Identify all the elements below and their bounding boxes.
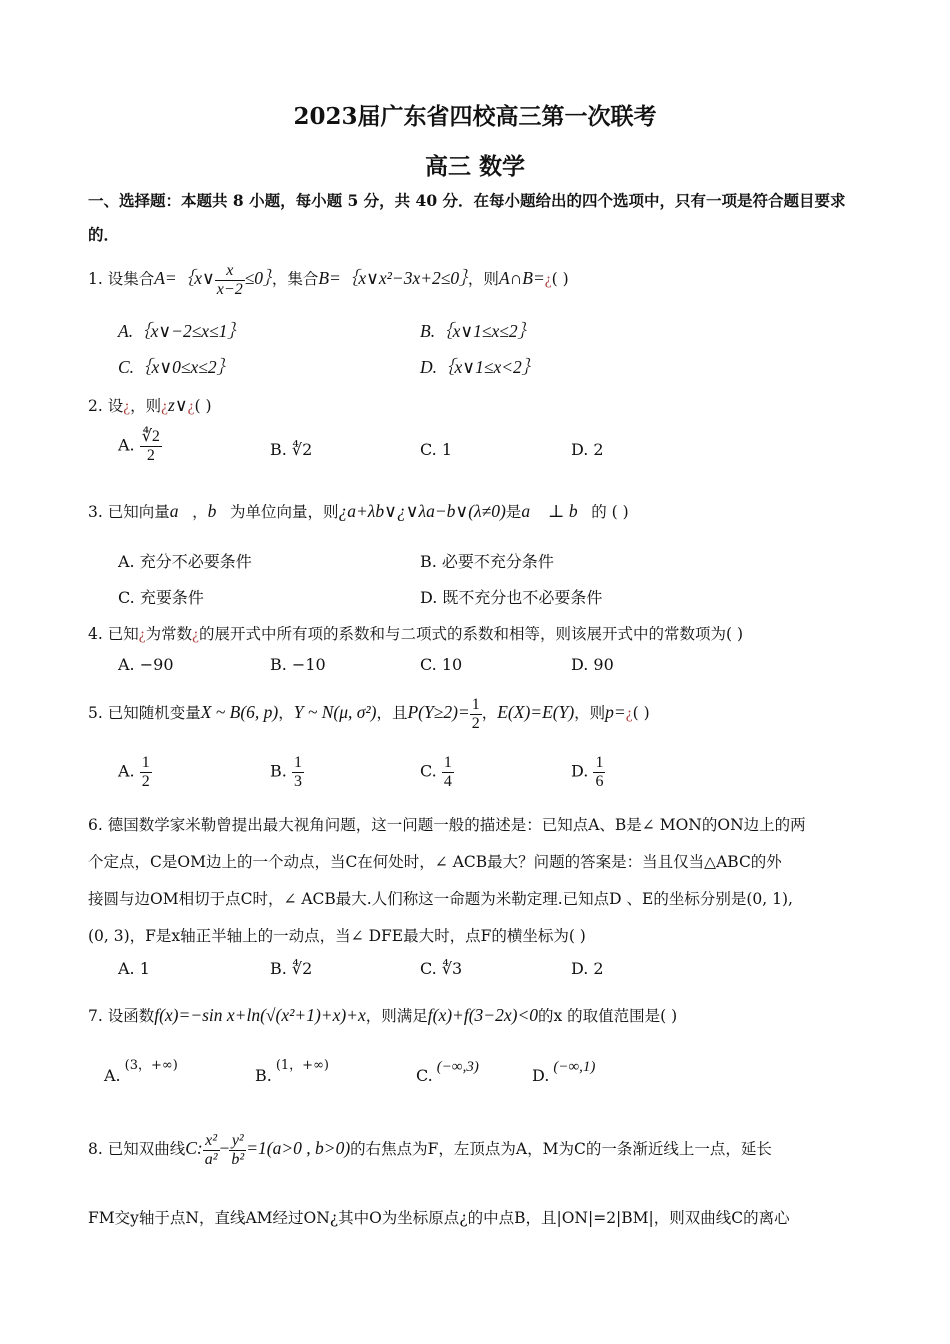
q5-then: ，则: [574, 704, 606, 723]
q3-vector-b: b⃗: [207, 501, 230, 521]
q8-frac-x-den: a²: [204, 1150, 218, 1168]
q5-option-c-fraction: [442, 754, 454, 790]
q7-condition: f(x)+f(3−2x)<0: [427, 1005, 539, 1025]
q5-probability: P(Y≥2)=: [407, 702, 470, 723]
q1-option-c: C.｛x∨0≤x≤2｝: [118, 357, 235, 377]
q5-option-d-num: 1: [595, 754, 604, 771]
question-8: [88, 1132, 772, 1168]
q7-option-d-value: (−∞,1): [553, 1059, 596, 1075]
question-7: [88, 1004, 677, 1026]
q5-option-b-den: 3: [293, 772, 302, 790]
q4-missing-glyph-1: ¿: [138, 626, 146, 643]
q2-missing-glyph-2: ¿: [161, 398, 169, 415]
q1-expr: A∩B=: [498, 268, 545, 289]
q5-ask: p=: [605, 702, 626, 723]
q1-option-d: D.｛x∨1≤x<2｝: [420, 357, 540, 377]
q8-equation: =1(a>0 , b>0): [246, 1138, 351, 1159]
exam-title: 2023届广东省四校高三第一次联考: [293, 103, 657, 130]
q1-missing-glyph: ¿: [544, 271, 552, 289]
q7-option-c-value: (−∞,3): [436, 1059, 479, 1075]
q2-missing-glyph-3: ¿: [187, 398, 195, 415]
q3-option-d: D. 既不充分也不必要条件: [420, 588, 603, 607]
q5-option-a-fraction: [140, 754, 152, 790]
q4-missing-glyph-2: ¿: [192, 626, 200, 643]
q6-line-1: 6. 德国数学家米勒曾提出最大视角问题，这一问题一般的描述是：已知点A、B是∠ MON的ON边上的两: [88, 816, 806, 834]
q3-vector-a: a⃗: [169, 501, 193, 521]
q2-option-a-den: 2: [146, 446, 155, 464]
q8-frac-y-num: y²: [229, 1132, 246, 1151]
q4-option-b: B. −10: [270, 655, 326, 674]
q1-mid: ，集合: [271, 270, 319, 289]
q6-option-d: D. 2: [571, 959, 604, 978]
q7-option-d-label: D.: [532, 1066, 550, 1085]
q6-line-3: 接圆与边OM相切于点C时，∠ ACB最大.人们称这一命题为米勒定理.已知点D 、E的坐标分别是(0, 1),: [88, 890, 793, 908]
q3-tail: 的 ( ): [591, 503, 629, 521]
q5-and: ，且: [376, 704, 408, 723]
q1-set-a-lhs: A=｛x∨: [154, 268, 215, 289]
q6-option-c: C. ∜3: [420, 959, 463, 978]
exam-subtitle: 高三 数学: [424, 153, 525, 180]
q7-option-b-label: B.: [255, 1066, 272, 1085]
q3-option-a: A. 充分不必要条件: [118, 552, 252, 571]
q6-line-4: (0, 3)，F是x轴正半轴上的一动点，当∠ DFE最大时，点F的横坐标为( ): [88, 927, 586, 945]
q1-set-b: B=｛x∨x²−3x+2≤0｝: [318, 268, 468, 289]
q2-option-c: C. 1: [420, 440, 453, 459]
q1-frac-den: x−2: [216, 280, 243, 298]
q3-perp: a⃗ ⊥ b⃗: [521, 501, 592, 521]
q8-curve-label: C:: [185, 1138, 203, 1159]
q1-option-a: A.｛x∨−2≤x≤1｝: [118, 321, 245, 341]
q5-option-a: [118, 754, 152, 790]
q5-option-c: [420, 754, 454, 790]
q8-minus: −: [219, 1138, 230, 1159]
q4-option-c: C. 10: [420, 655, 463, 674]
q5-option-b: [270, 754, 304, 790]
q5-option-c-label: C.: [420, 761, 437, 781]
q5-missing-glyph: ¿: [625, 705, 633, 723]
q5-option-b-label: B.: [270, 761, 287, 781]
q5-option-c-num: 1: [443, 754, 452, 771]
q7-mid: ，则满足: [365, 1007, 428, 1025]
q5-prob-num: 1: [471, 696, 480, 713]
q3-option-c: C. 充要条件: [118, 588, 204, 607]
q5-option-a-den: 2: [141, 772, 150, 790]
q8-fraction-x: [203, 1132, 220, 1168]
q3-sep: ，: [192, 503, 208, 521]
q7-option-a-value: (3，+∞): [124, 1058, 178, 1073]
q7-option-c-label: C.: [416, 1066, 433, 1085]
q3-unit: 为单位向量，则: [229, 503, 339, 521]
q6-option-a: A. 1: [118, 959, 150, 978]
q8-tail: 的右焦点为F，左顶点为A，M为C的一条渐近线上一点，延长: [350, 1140, 772, 1159]
q4-option-a: A. −90: [118, 655, 174, 674]
q7-prefix: 7. 设函数: [88, 1007, 155, 1025]
question-3: [88, 500, 629, 522]
q5-option-a-label: A.: [118, 761, 135, 781]
q4-option-d: D. 90: [571, 655, 614, 674]
q1-paren: ( ): [551, 270, 569, 289]
q3-expr: ¿a+λb∨¿∨λa−b∨(λ≠0): [338, 501, 506, 521]
q5-option-c-den: 4: [443, 772, 452, 790]
question-5: 5. 已知随机变量X ~ B(6, p)，Y ~ N(μ, σ²)，且P(Y≥2)= $\frac{1}{2}$ ，E(X)=E(Y)，则p=¿( ): [88, 696, 650, 732]
q7-option-a-label: A.: [104, 1066, 121, 1085]
q8-frac-y-den: b²: [231, 1150, 245, 1168]
q1-option-b: B.｛x∨1≤x≤2｝: [420, 321, 536, 341]
question-2: [88, 394, 212, 416]
q6-option-b: B. ∜2: [270, 959, 313, 978]
q5-option-d: [571, 754, 605, 790]
q5-paren: ( ): [632, 704, 650, 723]
q3-option-b: B. 必要不充分条件: [420, 552, 554, 571]
q5-option-d-fraction: [593, 754, 605, 790]
q5-option-a-num: 1: [141, 754, 150, 771]
q2-option-a: [118, 428, 162, 464]
q7-option-a: [104, 1058, 178, 1085]
q8-frac-x-num: x²: [203, 1132, 220, 1151]
q5-prefix: 5. 已知随机变量: [88, 704, 201, 723]
q1-prefix: 1. 设集合: [88, 270, 155, 289]
q4-tail: 的展开式中所有项的系数和与二项式的系数和相等，则该展开式中的常数项为( ): [199, 625, 744, 643]
q5-sep: ，: [278, 704, 294, 723]
q5-option-b-num: 1: [293, 754, 302, 771]
q2-then: ，则: [130, 397, 162, 415]
q8-line-2: FM交y轴于点N，直线AM经过ON¿其中O为坐标原点¿的中点B，且|ON|=2|BM|，则双曲线C的离心: [88, 1209, 790, 1227]
q1-fraction: [215, 262, 245, 298]
q2-prefix: 2. 设: [88, 397, 124, 415]
q2-paren: ( ): [194, 397, 212, 415]
q3-is: 是: [505, 503, 522, 521]
q3-prefix: 3. 已知向量: [88, 503, 170, 521]
q5-prob-den: 2: [471, 714, 480, 732]
q1-frac-num: x: [215, 262, 245, 281]
q2-missing-glyph-1: ¿: [123, 398, 131, 415]
q8-prefix: 8. 已知双曲线: [88, 1140, 186, 1159]
q2-option-b: B. ∜2: [270, 440, 313, 459]
q4-prefix: 4. 已知: [88, 625, 139, 643]
q2-option-a-num: ∜2: [141, 428, 160, 445]
q2-option-d: D. 2: [571, 440, 604, 459]
q5-option-b-fraction: [292, 754, 304, 790]
q1-set-a-rhs: ≤0｝: [244, 268, 272, 289]
q7-function: f(x)=−sin x+ln(√(x²+1)+x)+x: [154, 1005, 366, 1025]
q7-tail: 的x 的取值范围是( ): [538, 1007, 678, 1025]
q7-option-b: [255, 1058, 329, 1085]
q5-prob-fraction: [470, 696, 482, 732]
q7-option-c: [416, 1059, 479, 1086]
q5-option-d-den: 6: [595, 772, 604, 790]
q7-option-b-value: (1，+∞): [275, 1058, 329, 1073]
q7-option-d: [532, 1059, 596, 1086]
q5-y-distribution: Y ~ N(μ, σ²): [293, 702, 377, 723]
q1-then: ，则: [467, 270, 499, 289]
question-1: [88, 262, 569, 298]
q8-fraction-y: [229, 1132, 246, 1168]
q5-expectation: E(X)=E(Y): [497, 702, 575, 723]
q4-mid: 为常数: [145, 625, 193, 643]
question-4: [88, 622, 743, 644]
q5-option-d-label: D.: [571, 761, 589, 781]
q2-option-a-fraction: [140, 428, 162, 464]
q6-line-2: 个定点，C是OM边上的一个动点，当C在何处时，∠ ACB最大？问题的答案是：当且仅当△ABC的外: [88, 853, 782, 871]
q2-option-a-label: A.: [118, 435, 135, 455]
q2-expr: z∨: [168, 395, 188, 415]
section-heading: 一、选择题：本题共 8 小题，每小题 5 分，共 40 分．在每小题给出的四个选项中，只有一项是符合题目要求的．: [88, 191, 846, 244]
q5-x-distribution: X ~ B(6, p): [200, 702, 279, 723]
